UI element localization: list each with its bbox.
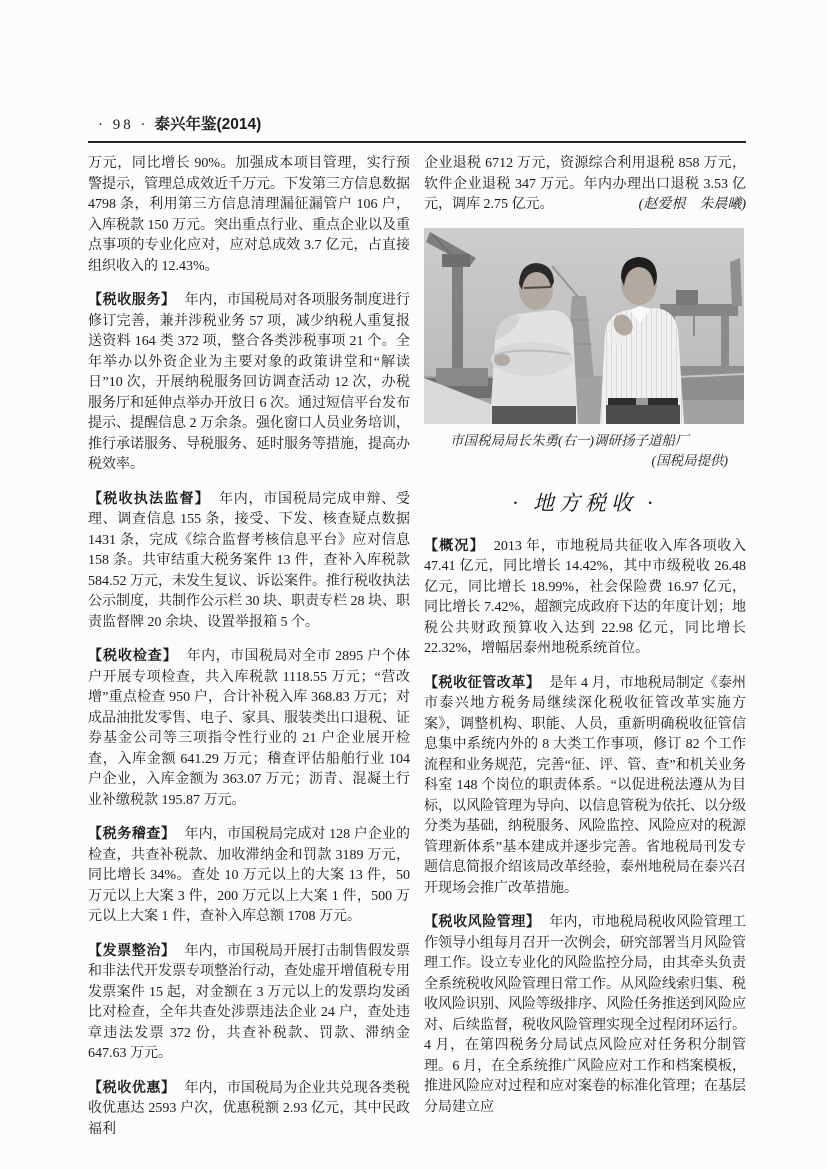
paragraph-continuation: 万元，同比增长 90%。加强成本项目管理，实行预警提示，管理总成效近千万元。下发第三方信息数据 4798 条，利用第三方信息清理漏征漏管户 106 户，入库税款 150 万元。突出重点行业、重点企业以及重点事项的专业化应对，应对总成效 3.7 亿元，占直接组织收入的 12.43%。 — [88, 156, 410, 274]
paragraph-text: 企业退税 6712 万元，资源综合利用退税 858 万元，软件企业退税 347 万元。年内办理出口退税 3.53 亿元，调库 2.75 亿元。 — [424, 156, 746, 212]
entry-paragraph — [88, 940, 410, 1065]
entry-paragraph — [88, 823, 410, 928]
entry-title: 【概况】 — [424, 536, 485, 553]
entry-paragraph — [88, 488, 410, 634]
byline: (赵爱根 朱晨曦) — [638, 197, 746, 212]
two-column-layout — [88, 154, 746, 1140]
entry-title: 【税收征管改革】 — [424, 673, 541, 690]
entry-paragraph — [424, 672, 746, 900]
header-rule — [88, 141, 746, 143]
entry-paragraph — [88, 645, 410, 811]
left-column — [88, 154, 410, 1140]
page-content — [88, 112, 746, 1140]
book-title: 泰兴年鉴(2014) — [154, 116, 262, 133]
entry-title: 【税收执法监督】 — [88, 489, 210, 506]
entry-body: 年内，市地税局税收风险管理工作领导小组每月召开一次例会，研究部署当月风险管理工作。设立专业化的风险监控分局，由其牵头负责全系统税收风险管理日常工作。从风险线索归集、税收风险识别、风险等级排序、风险任务推送到风险应对、后续监督，税收风险管理实现全过程闭环运行。4 月，在第四税务分局试点风险应对任务积分制管理。6 月，在全系统推广风险应对工作和档案模板，推进风险应对过程和应对案卷的标准化管理；在基层分局建立应 — [424, 915, 747, 1115]
shipyard-photo-illustration — [424, 228, 744, 424]
entry-paragraph — [424, 535, 746, 660]
entry-title: 【税收检查】 — [88, 647, 178, 663]
right-column — [424, 154, 746, 1140]
entry-body: 2013 年，市地税局共征收入库各项收入 47.41 亿元，同比增长 14.42%，其中市级税收 26.48 亿元，同比增长 18.99%，社会保险费 16.97 亿元，同比增长 7.42%，超额完成政府下达的年度计划；地税公共财政预算收入达到 22.98 亿元，同比增长 22.32%，增幅居泰州地税系统首位。 — [424, 538, 747, 656]
entry-title: 【发票整治】 — [88, 941, 176, 958]
photo-caption — [424, 431, 744, 471]
paragraph-continuation — [424, 154, 746, 216]
entry-paragraph — [88, 1077, 410, 1141]
entry-body: 是年 4 月，市地税局制定《泰州市泰兴地方税务局继续深化税收征管改革实施方案》，调整机构、职能、人员，重新明确税收征管信息集中系统内外的 8 大类工作事项，修订 82 个工作流程和业务规范，完善“征、评、管、查”和机关业务科室 148 个岗位的职责体系。“以促进税法遵从为目标，以风险管理为导向、以信息管税为依托、以分级分类为基础，纳税服务、风险监控、风险应对的税源管理新体系”基本建成并逐步完善。省地税局刊发专题信息简报介绍该局改革经验，泰州地税局在泰兴召开现场会推广改革措施。 — [424, 675, 747, 896]
page-header — [88, 112, 746, 134]
entry-body: 年内，市国税局为企业共兑现各类税收优惠达 2593 户次，优惠税额 2.93 亿元，其中民政福利 — [88, 1080, 411, 1137]
entry-body: 年内，市国税局开展打击制售假发票和非法代开发票专项整治行动，查处虚开增值税专用发票案件 15 起，对金额在 3 万元以上的发票均发函比对检查，全年共查处涉票违法企业 24 户，查处违章违法发票 372 份，共查补税款、罚款、滞纳金 647.63 万元。 — [88, 943, 411, 1061]
entry-body: 年内，市国税局完成申辩、受理、调查信息 155 条，接受、下发、核查疑点数据 1431 条，完成《综合监督考核信息平台》应对信息 158 条。共审结重大税务案件 13 件，查补入库税款 584.52 万元，未发生复议、诉讼案件。推行税收执法公示制度，共制作公示栏 30 块、职责专栏 28 块、职责监督牌 20 余块、设置举报箱 5 个。 — [88, 491, 410, 630]
entry-title: 【税收服务】 — [88, 291, 176, 307]
section-title: · 地方税收 · — [512, 490, 658, 515]
photo-credit: (国税局提供) — [651, 452, 728, 468]
shipyard-photo — [424, 228, 744, 471]
entry-paragraph — [424, 911, 746, 1118]
entry-body: 年内，市国税局对各项服务制度进行修订完善，兼并涉税业务 57 项，减少纳税人重复报送资料 164 类 372 项，整合各类涉税事项 21 个。全年举办以外资企业为主要对象的政策讲堂和“解读日”10 次，开展纳税服务回访调查活动 12 次，办税服务厅和延伸点举办开放日 6 次。通过短信平台发布提示、提醒信息 2 万余条。强化窗口人员业务培训，推行承诺服务、导税服务、延时服务等措施，提高办税效率。 — [88, 293, 411, 472]
page-number: · 98 · — [98, 117, 149, 133]
entry-body: 年内，市国税局对全市 2895 户个体户开展专项检查，共入库税款 1118.55 万元；“营改增”重点检查 950 户，合计补税入库 368.83 万元；对成品油批发零售、电子、家具、服装类出口退税、证券基金公司等三项指令性行业的 21 户企业展开检查，入库金额 641.29 万元；稽查评估船舶行业 104 户企业，入库金额为 363.07 万元；沥青、混凝土行业补缴税款 195.87 万元。 — [88, 649, 411, 808]
entry-body: 年内，市国税局完成对 128 户企业的检查，共查补税款、加收滞纳金和罚款 3189 万元，同比增长 34%。查处 10 万元以上的大案 13 件，50 万元以上大案 3 件，200 万元以上大案 1 件，500 万元以上大案 1 件，查补入库总额 1708 万元。 — [88, 827, 411, 924]
entry-title: 【税收风险管理】 — [424, 913, 541, 929]
entry-title: 【税务稽查】 — [88, 825, 176, 841]
entry-paragraph — [88, 289, 410, 476]
photo-caption-text: 市国税局局长朱勇(右一)调研扬子道船厂 — [450, 432, 689, 448]
entry-title: 【税收优惠】 — [88, 1078, 176, 1095]
